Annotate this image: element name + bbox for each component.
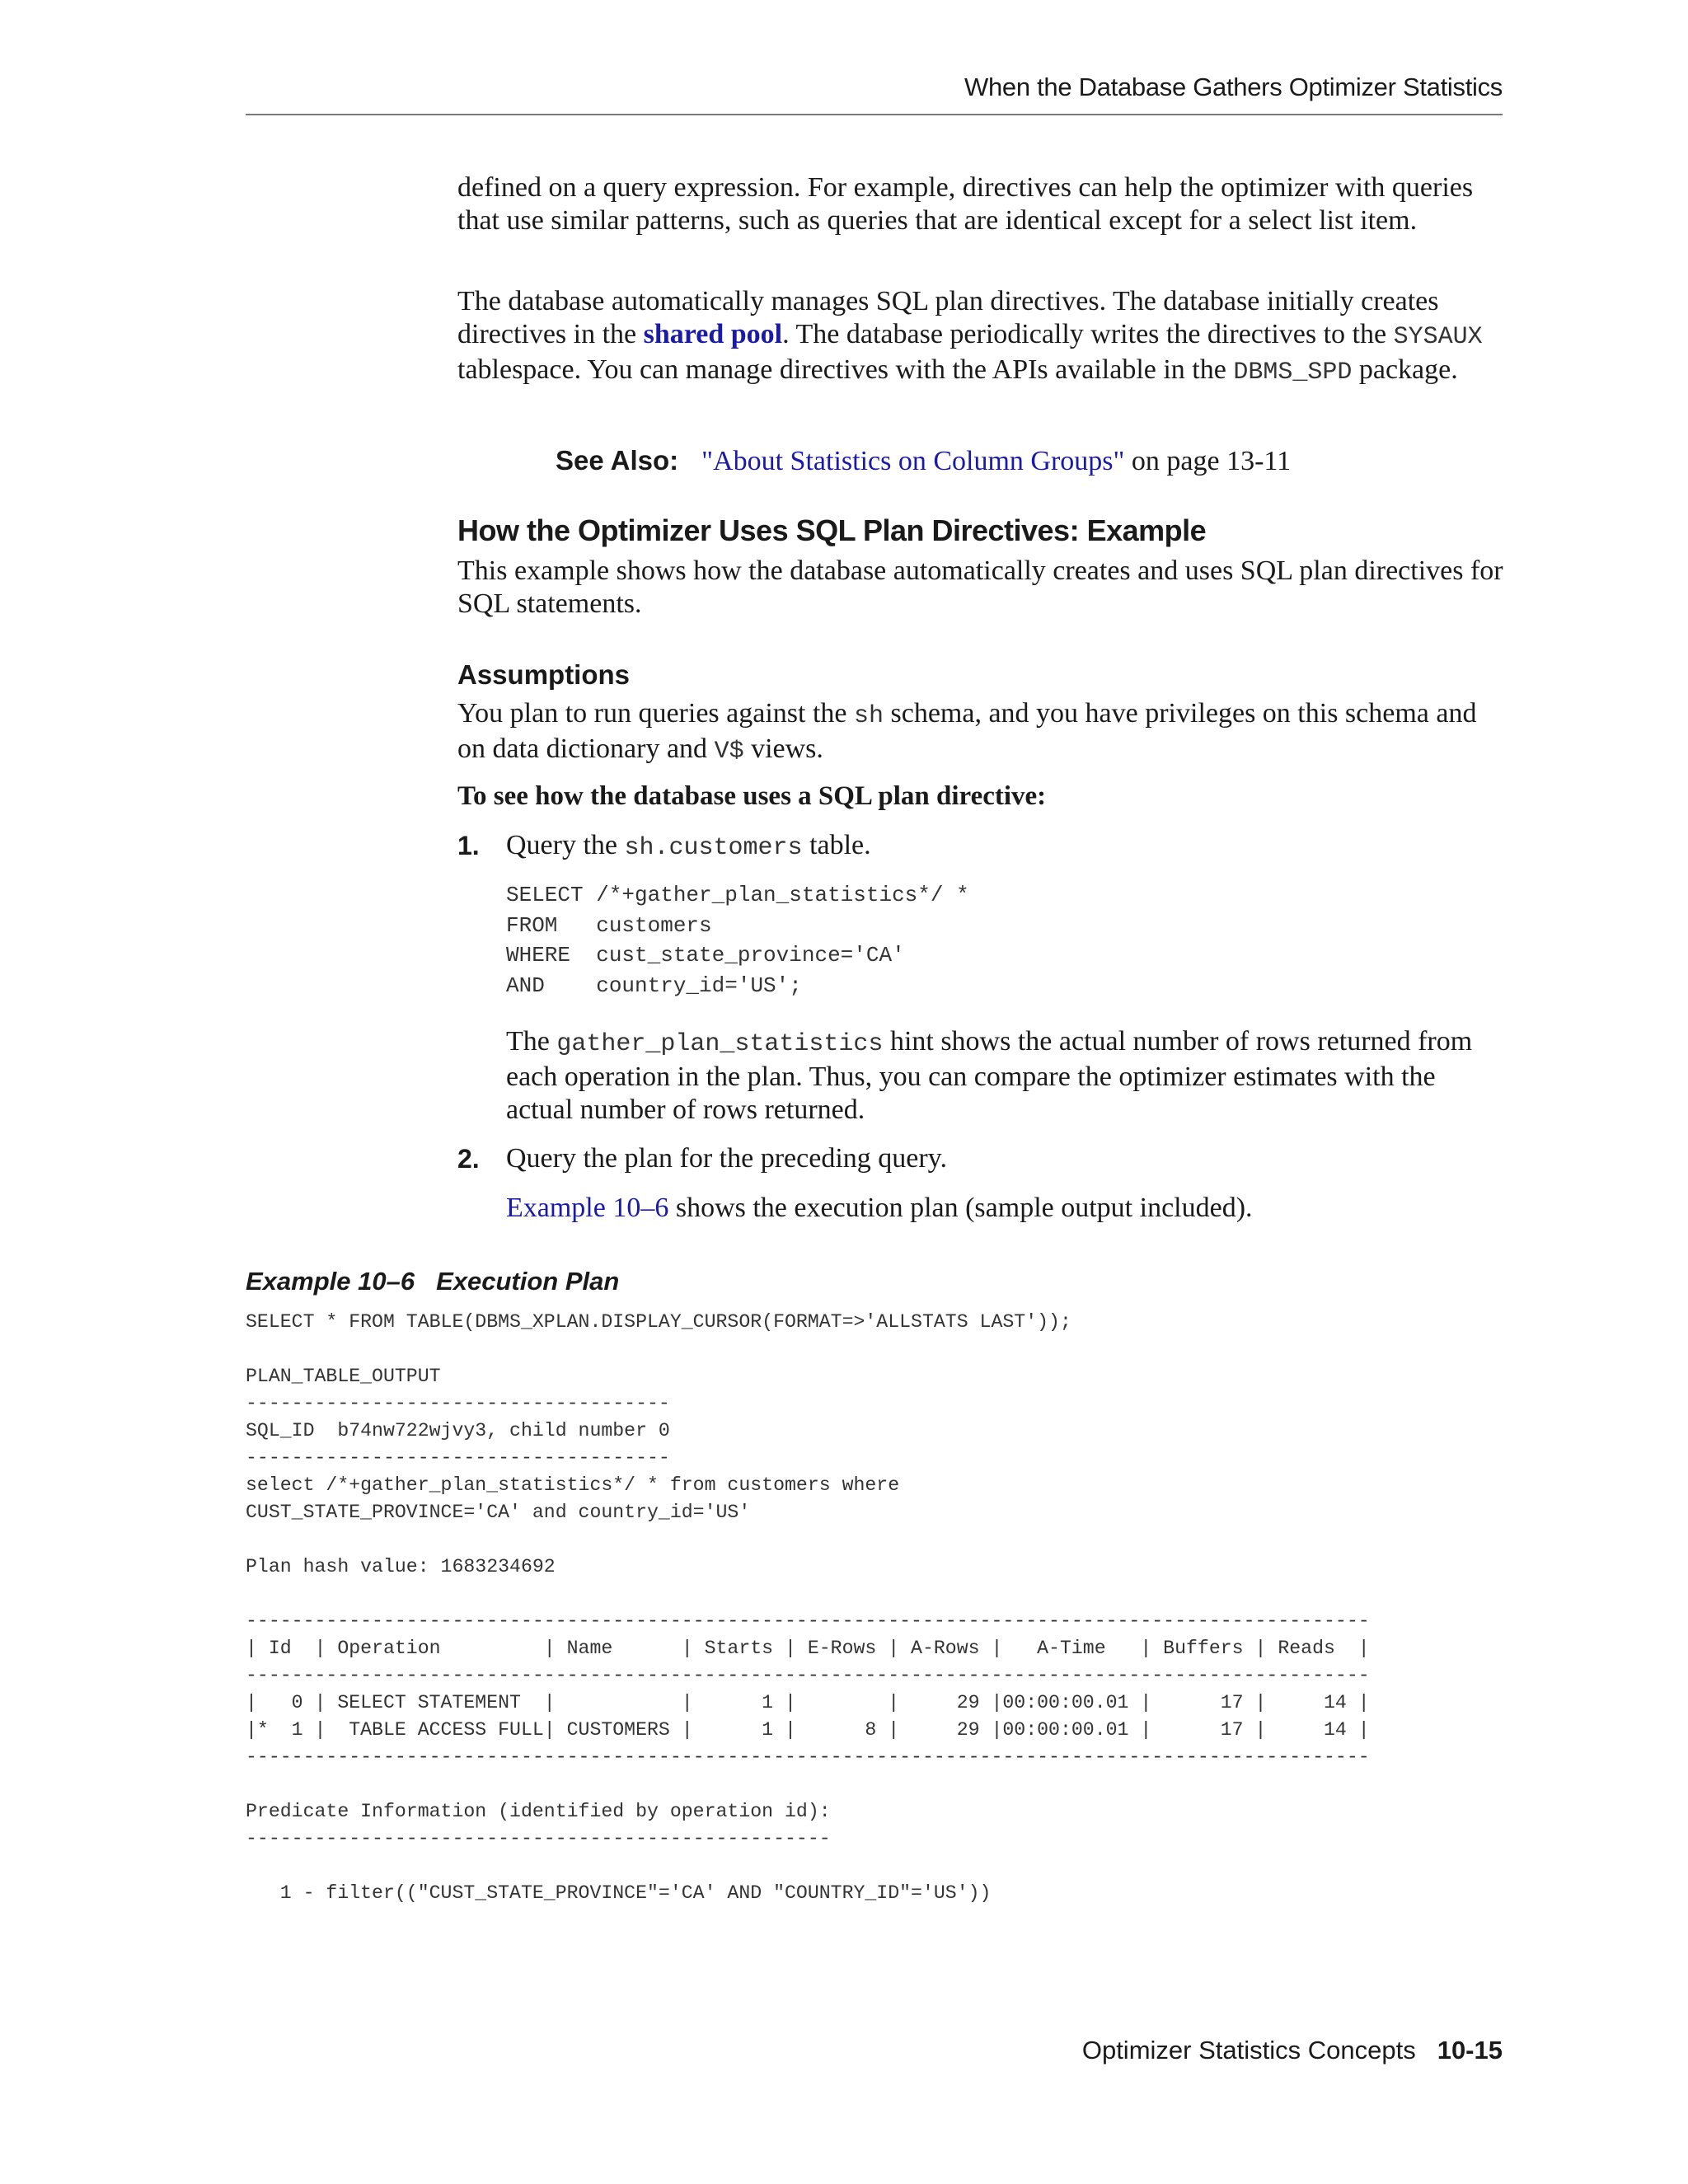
code-v-dollar: V$ (714, 738, 744, 766)
intro-paragraph-2: The database automatically manages SQL plan directives. The database initially creates directives in the shared pool. The database periodically writes the directives to the SYSAUX tablespace. You can manage directives with the APIs available in the DBMS_SPD package. (457, 286, 1483, 387)
code-dbms-spd: DBMS_SPD (1233, 359, 1353, 387)
footer-title: Optimizer Statistics Concepts (1081, 2036, 1416, 2064)
code-sh-customers: sh.customers (624, 834, 803, 862)
intro-paragraph-1: defined on a query expression. For example, directives can help the optimizer with queries that use similar patterns, such as queries that are identical except for a select list item. (457, 172, 1474, 236)
page-footer (1082, 2036, 1503, 2065)
step-2-reference: Example 10–6 shows the execution plan (sample output included). (506, 1193, 1253, 1223)
code-sysaux: SYSAUX (1393, 323, 1483, 351)
code-gather-plan-statistics: gather_plan_statistics (556, 1030, 884, 1058)
section-intro: This example shows how the database automatically creates and uses SQL plan directives for SQL statements. (457, 555, 1503, 619)
step-1-code-block: SELECT /*+gather_plan_statistics*/ * FROM customers WHERE cust_state_province='CA' AND country_id='US'; (506, 883, 969, 998)
step-1-text: Query the sh.customers table. (506, 830, 871, 862)
header-rule (246, 114, 1503, 115)
code-sh: sh (853, 702, 884, 730)
step-2-text: Query the plan for the preceding query. (506, 1143, 947, 1174)
example-label: Example 10–6 (246, 1267, 415, 1296)
step-1-explanation: The gather_plan_statistics hint shows the actual number of rows returned from each operation in the plan. Thus, you can compare the optimizer estimates with the actual number of rows returned. (506, 1026, 1473, 1125)
execution-plan-output: SELECT * FROM TABLE(DBMS_XPLAN.DISPLAY_CURSOR(FORMAT=>'ALLSTATS LAST')); PLAN_TABLE_OUTPUT ------------------------------------- SQL_ID b74nw722wjvy3, child number 0 ------------------------------------- select /*+gather_plan_statistics*/ * from customers where CUST_STATE_PROVINCE='CA' and country_id='US' Plan hash value: 1683234692 -------------------------------------------------------------------------------------------------- | Id | Operation | Name | Starts | E-Rows | A-Rows | A-Time | Buffers | Reads | -------------------------------------------------------------------------------------------------- | 0 | SELECT STATEMENT | | 1 | | 29 |00:00:00.01 | 17 | 14 | |* 1 | TABLE ACCESS FULL| CUSTOMERS | 1 | 8 | 29 |00:00:00.01 | 17 | 14 | -------------------------------------------------------------------------------------------------- Predicate Information (identified by operation id): --------------------------------------------------- 1 - filter(("CUST_STATE_PROVINCE"='CA' AND "COUNTRY_ID"='US')) (246, 1311, 1370, 1904)
assumptions-paragraph: You plan to run queries against the sh schema, and you have privileges on this schema and on data dictionary and V$ views. (457, 698, 1477, 766)
running-header: When the Database Gathers Optimizer Statistics (964, 73, 1503, 101)
step-2-number: 2. (457, 1144, 480, 1174)
shared-pool-link[interactable]: shared pool (643, 319, 783, 349)
example-title (246, 1267, 619, 1296)
see-also-link[interactable]: "About Statistics on Column Groups" (701, 446, 1125, 476)
example-10-6-link[interactable]: Example 10–6 (506, 1193, 669, 1223)
see-also-label: See Also: (556, 445, 679, 476)
section-heading: How the Optimizer Uses SQL Plan Directives: Example (457, 513, 1207, 547)
page-number: 10-15 (1437, 2036, 1503, 2064)
assumptions-heading: Assumptions (457, 659, 631, 690)
step-1-number: 1. (457, 831, 480, 860)
procedure-title: To see how the database uses a SQL plan directive: (457, 781, 1047, 811)
example-caption: Execution Plan (436, 1267, 620, 1296)
see-also-note: See Also: "About Statistics on Column Groups" on page 13-11 (556, 445, 1292, 476)
